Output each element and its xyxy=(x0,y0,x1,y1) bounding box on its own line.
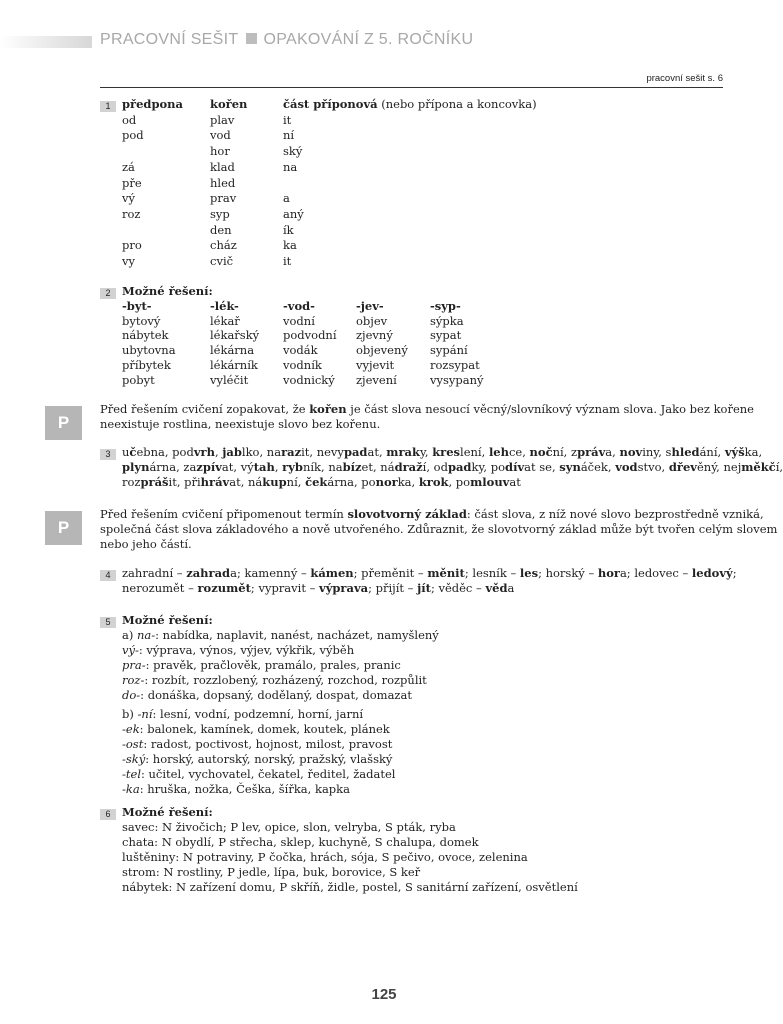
affix-line xyxy=(122,628,727,643)
word-cell: objev xyxy=(356,313,388,328)
highlighted-segment: bíz xyxy=(342,460,362,474)
highlighted-segment: výprava xyxy=(319,581,369,595)
affix: vý- xyxy=(122,643,139,657)
highlighted-segment: pad xyxy=(447,460,472,474)
answer-line xyxy=(122,445,763,460)
affix-examples: : rozbít, rozzlobený, rozházený, rozchod, rozpůlit xyxy=(144,673,427,687)
exercise-2-table xyxy=(122,299,484,387)
text-segment: : část slova, z níž nové slovo bezprostředně vzniká, xyxy=(466,507,764,521)
column-header-root-group xyxy=(430,299,484,314)
highlighted-segment: nor xyxy=(375,475,398,489)
exercise-2-title xyxy=(122,284,213,299)
affix-examples: : pravěk, pračlověk, pramálo, prales, pranic xyxy=(145,658,401,672)
highlighted-segment: vod xyxy=(615,460,638,474)
text-segment: it, při xyxy=(168,475,201,489)
affix-line xyxy=(122,752,727,767)
text-segment: ěný, nej xyxy=(696,460,742,474)
text-segment: lení, xyxy=(460,445,489,459)
highlighted-segment: ček xyxy=(305,475,328,489)
highlighted-segment: práš xyxy=(140,475,169,489)
highlighted-segment: tah xyxy=(253,460,275,474)
note-line xyxy=(100,507,764,522)
text-segment: at se, xyxy=(524,460,560,474)
word-cell: vodák xyxy=(283,343,318,358)
word-cell: lékařský xyxy=(210,328,260,343)
word-cell: sýpka xyxy=(430,313,464,328)
text-segment: ání, xyxy=(699,445,725,459)
cell-suffix: it xyxy=(283,254,292,269)
text-segment: at, vý xyxy=(221,460,254,474)
highlighted-segment: věd xyxy=(485,581,508,595)
affix-examples: : radost, poctivost, hojnost, milost, pravost xyxy=(143,737,393,751)
column-header-root-group xyxy=(356,299,430,314)
affix: -ost xyxy=(122,737,144,751)
cell-prefix: pod xyxy=(122,128,144,143)
affix-line xyxy=(122,707,727,722)
solution-title-text: Možné řešení: xyxy=(122,613,213,627)
column-header-suffix-note: (nebo přípona a koncovka) xyxy=(377,97,537,111)
highlighted-segment: jab xyxy=(222,445,242,459)
exercise-1-table xyxy=(122,97,537,270)
cell-suffix xyxy=(283,176,537,192)
word-cell: lékárna xyxy=(210,343,255,358)
cell-prefix: pro xyxy=(122,238,142,253)
cell-root: hled xyxy=(210,175,236,190)
solution-title-text: Možné řešení: xyxy=(122,805,213,819)
affix: do- xyxy=(122,688,141,702)
word-cell: zjevný xyxy=(356,328,393,343)
text-segment: ; horský – xyxy=(538,566,598,580)
highlighted-segment: slovotvorný základ xyxy=(347,507,467,521)
text-segment: Před řešením cvičení zopakovat, že xyxy=(100,402,310,416)
answer-line xyxy=(122,460,783,475)
cell-prefix: vý xyxy=(122,191,135,206)
affix-examples: : hruška, nožka, Češka, šířka, kapka xyxy=(139,782,350,796)
exercise-4-answers xyxy=(122,566,737,596)
text-segment: stvo, xyxy=(637,460,669,474)
word-cell: sypat xyxy=(430,328,462,343)
exercise-1-row xyxy=(122,254,537,270)
category-line: strom: N rostliny, P jedle, lípa, buk, borovice, S keř xyxy=(122,865,421,879)
highlighted-segment: jít xyxy=(417,581,431,595)
column-header-root-group xyxy=(210,299,283,314)
page-number: 125 xyxy=(371,986,397,1003)
word-cell: objevený xyxy=(356,343,408,358)
exercise-1-row xyxy=(122,223,537,239)
highlighted-segment: výš xyxy=(724,445,745,459)
exercise-5-part-b xyxy=(122,707,727,797)
text-segment: ní, z xyxy=(552,445,578,459)
exercise-2-row xyxy=(122,314,484,329)
exercise-5-part-a xyxy=(122,628,727,703)
exercise-number: 2 xyxy=(100,288,116,299)
affix-line xyxy=(122,688,727,703)
highlighted-segment: dřev xyxy=(668,460,697,474)
text-segment: ní, xyxy=(286,475,306,489)
text-segment: ce, xyxy=(508,445,530,459)
cell-suffix: it xyxy=(283,112,292,127)
highlighted-segment: syn xyxy=(559,460,581,474)
text-segment: at xyxy=(509,475,521,489)
highlighted-segment: hor xyxy=(597,566,620,580)
highlighted-segment: noč xyxy=(529,445,553,459)
text-segment: at, ná xyxy=(229,475,263,489)
text-segment: Před řešením cvičení připomenout termín xyxy=(100,507,348,521)
root-group-label: -byt- xyxy=(122,299,152,313)
text-segment: ka, xyxy=(744,445,763,459)
highlighted-segment: č xyxy=(129,445,137,459)
highlighted-segment: vrh xyxy=(193,445,215,459)
highlighted-segment: kres xyxy=(432,445,461,459)
word-cell: rozsypat xyxy=(430,357,480,372)
affix-line xyxy=(122,722,727,737)
highlighted-segment: kup xyxy=(262,475,287,489)
text-segment: í, xyxy=(775,460,783,474)
exercise-2-row xyxy=(122,343,484,358)
cell-prefix: vy xyxy=(122,254,135,269)
word-cell: příbytek xyxy=(122,357,171,372)
affix-examples: : učitel, vychovatel, čekatel, ředitel, žadatel xyxy=(141,767,396,781)
word-cell: nábytek xyxy=(122,328,169,343)
text-segment: árna, po xyxy=(327,475,376,489)
text-segment: it, nevy xyxy=(301,445,344,459)
exercise-6-lines xyxy=(122,820,727,895)
cell-root: klad xyxy=(210,159,235,174)
text-segment: ; xyxy=(732,566,737,580)
cell-prefix: zá xyxy=(122,159,135,174)
highlighted-segment: zahrad xyxy=(186,566,231,580)
highlighted-segment: rozumět xyxy=(197,581,251,595)
word-cell: vysypaný xyxy=(430,372,484,387)
highlighted-segment: draž xyxy=(394,460,423,474)
cell-root: plav xyxy=(210,112,235,127)
highlighted-segment: hled xyxy=(671,445,700,459)
column-header-suffix: část příponová xyxy=(283,97,378,111)
teacher-note-badge: P xyxy=(45,406,82,440)
category-line: savec: N živočich; P lev, opice, slon, velryba, S pták, ryba xyxy=(122,820,456,834)
affix-line xyxy=(122,673,727,688)
affix: na- xyxy=(137,628,156,642)
text-segment: je část slova nesoucí věcný/slovníkový význam slova. Jako bez kořene xyxy=(346,402,754,416)
text-segment: et, ná xyxy=(361,460,395,474)
solution-title: Možné řešení: xyxy=(122,284,213,298)
text-segment: ník, na xyxy=(302,460,343,474)
exercise-6-answers xyxy=(122,805,727,895)
header-separator-square xyxy=(246,33,257,44)
root-group-label: -jev- xyxy=(356,299,384,313)
text-segment: ; vypravit – xyxy=(250,581,320,595)
category-line: luštěniny: N potraviny, P čočka, hrách, sója, S pečivo, ovoce, zelenina xyxy=(122,850,528,864)
column-header-root-group xyxy=(283,299,356,314)
text-segment: ; lesník – xyxy=(464,566,520,580)
exercise-2-row xyxy=(122,358,484,373)
answer-line xyxy=(122,566,737,581)
column-header-root: kořen xyxy=(210,97,248,111)
highlighted-segment: měkč xyxy=(741,460,776,474)
running-header xyxy=(100,31,473,49)
affix: -ský xyxy=(122,752,146,766)
exercise-1-row xyxy=(122,238,537,254)
cell-prefix: roz xyxy=(122,206,141,221)
cell-root: vod xyxy=(210,128,231,143)
highlighted-segment: nov xyxy=(619,445,643,459)
cell-suffix: ík xyxy=(283,222,294,237)
exercise-number: 6 xyxy=(100,809,116,820)
header-section-label: OPAKOVÁNÍ Z 5. ROČNÍKU xyxy=(263,31,474,48)
text-segment: a; kamenný – xyxy=(230,566,311,580)
text-segment: u xyxy=(122,445,130,459)
exercise-3-answers xyxy=(122,445,783,490)
exercise-number: 4 xyxy=(100,570,116,581)
header-workbook-label: PRACOVNÍ SEŠIT xyxy=(100,31,239,48)
cell-prefix: od xyxy=(122,112,137,127)
teacher-note-badge: P xyxy=(45,511,82,545)
highlighted-segment: pad xyxy=(343,445,368,459)
word-cell: vyléčit xyxy=(210,372,249,387)
teacher-note-1 xyxy=(100,402,754,432)
highlighted-segment: ledový xyxy=(691,566,733,580)
highlighted-segment: plyn xyxy=(122,460,150,474)
cell-root: prav xyxy=(210,191,237,206)
exercise-1-row xyxy=(122,128,537,144)
cell-root: cvič xyxy=(210,254,234,269)
word-cell: vodník xyxy=(283,357,322,372)
text-segment: roz xyxy=(122,475,141,489)
highlighted-segment: mlouv xyxy=(470,475,510,489)
exercise-1-row xyxy=(122,160,537,176)
text-segment: ky, po xyxy=(471,460,506,474)
exercise-1-row xyxy=(122,176,537,192)
affix-line xyxy=(122,767,727,782)
root-group-label: -vod- xyxy=(283,299,315,313)
affix-examples: : lesní, vodní, podzemní, horní, jarní xyxy=(152,707,364,721)
note-line xyxy=(100,402,754,417)
text-segment: ka, xyxy=(397,475,419,489)
word-cell: vyjevit xyxy=(356,357,395,372)
affix-line xyxy=(122,737,727,752)
cell-root: syp xyxy=(210,206,230,221)
cell-prefix xyxy=(122,223,210,239)
text-segment: y, xyxy=(419,445,433,459)
word-cell: vodní xyxy=(283,313,315,328)
word-cell: vodnický xyxy=(283,372,335,387)
text-segment: árna, za xyxy=(149,460,197,474)
part-label: b) xyxy=(122,707,138,721)
solution-title xyxy=(122,805,727,820)
highlighted-segment: les xyxy=(519,566,539,580)
text-segment: í, od xyxy=(422,460,448,474)
word-cell: bytový xyxy=(122,313,161,328)
word-cell: sypání xyxy=(430,343,468,358)
affix-line xyxy=(122,643,727,658)
highlighted-segment: práv xyxy=(577,445,606,459)
exercise-1-row xyxy=(122,144,537,160)
answer-line xyxy=(122,581,727,596)
cell-root: hor xyxy=(210,144,230,159)
exercise-2-header-row xyxy=(122,299,484,314)
cell-suffix: na xyxy=(283,159,298,174)
affix-line xyxy=(122,782,727,797)
text-segment: áček, xyxy=(580,460,616,474)
affix: -tel xyxy=(122,767,141,781)
answer-line xyxy=(122,475,727,490)
text-segment: zahradní – xyxy=(122,566,187,580)
highlighted-segment: dív xyxy=(505,460,525,474)
text-segment: nerozumět – xyxy=(122,581,198,595)
text-segment: at, xyxy=(367,445,387,459)
text-segment: , po xyxy=(448,475,471,489)
note-line xyxy=(100,417,728,432)
exercise-1-row xyxy=(122,207,537,223)
root-group-label: -syp- xyxy=(430,299,461,313)
workbook-page-reference: pracovní sešit s. 6 xyxy=(646,73,723,84)
highlighted-segment: leh xyxy=(488,445,509,459)
text-segment: a, xyxy=(605,445,620,459)
cell-suffix: ský xyxy=(283,144,303,159)
text-segment: , xyxy=(214,445,223,459)
highlighted-segment: hráv xyxy=(200,475,230,489)
cell-suffix: a xyxy=(283,191,290,206)
text-segment: ; přeměnit – xyxy=(353,566,428,580)
affix-examples: : výprava, výnos, výjev, výkřik, výběh xyxy=(138,643,355,657)
root-group-label: -lék- xyxy=(210,299,239,313)
word-cell: lékárník xyxy=(210,357,258,372)
exercise-number: 3 xyxy=(100,449,116,460)
affix-examples: : nabídka, naplavit, nanést, nacházet, namyšlený xyxy=(155,628,439,642)
text-segment: lko, na xyxy=(241,445,282,459)
solution-title xyxy=(122,613,727,628)
word-cell: ubytovna xyxy=(122,343,176,358)
header-decor-bar xyxy=(0,36,92,48)
affix: -ka xyxy=(122,782,140,796)
cell-prefix xyxy=(122,144,210,160)
cell-root: den xyxy=(210,222,232,237)
highlighted-segment: mrak xyxy=(386,445,420,459)
exercise-5-answers xyxy=(122,613,727,797)
word-cell: podvodní xyxy=(283,328,337,343)
word-cell: zjevení xyxy=(356,372,397,387)
exercise-1-header-row xyxy=(122,97,537,113)
highlighted-segment: ryb xyxy=(282,460,303,474)
exercise-number: 5 xyxy=(100,617,116,628)
text-segment: ; přijít – xyxy=(368,581,418,595)
affix: -ek xyxy=(122,722,140,736)
cell-root: cház xyxy=(210,238,237,253)
highlighted-segment: zpív xyxy=(196,460,222,474)
word-cell: lékař xyxy=(210,313,240,328)
affix-line xyxy=(122,658,727,673)
text-segment: a xyxy=(507,581,515,595)
column-header-prefix: předpona xyxy=(122,97,183,111)
affix-examples: : horský, autorský, norský, pražský, vlašský xyxy=(145,752,393,766)
text-segment: ebna, pod xyxy=(136,445,194,459)
affix-examples: : balonek, kamínek, domek, koutek, plánek xyxy=(139,722,390,736)
header-rule xyxy=(100,87,723,88)
word-cell: pobyt xyxy=(122,372,155,387)
cell-suffix: ka xyxy=(283,238,297,253)
text-segment: nebo jeho částí. xyxy=(100,537,192,551)
highlighted-segment: kořen xyxy=(309,402,347,416)
exercise-number: 1 xyxy=(100,101,116,112)
text-segment: ; věděc – xyxy=(430,581,486,595)
category-line: nábytek: N zařízení domu, P skříň, židle, postel, S sanitární zařízení, osvětlení xyxy=(122,880,578,894)
affix-examples: : donáška, dopsaný, dodělaný, dospat, domazat xyxy=(140,688,412,702)
cell-suffix: ní xyxy=(283,128,295,143)
category-line: chata: N obydlí, P střecha, sklep, kuchyně, S chalupa, domek xyxy=(122,835,479,849)
text-segment: neexistuje rostlina, neexistuje slovo bez kořenu. xyxy=(100,417,381,431)
highlighted-segment: raz xyxy=(281,445,302,459)
text-segment: , xyxy=(274,460,283,474)
affix: pra- xyxy=(122,658,146,672)
column-header-root-group xyxy=(122,299,210,314)
text-segment: iny, s xyxy=(642,445,672,459)
part-label: a) xyxy=(122,628,137,642)
cell-prefix: pře xyxy=(122,175,142,190)
exercise-1-row xyxy=(122,113,537,129)
note-line xyxy=(100,522,778,537)
affix: roz- xyxy=(122,673,145,687)
text-segment: společná část slova základového a nově utvořeného. Zdůraznit, že slovotvorný základ může být tvořen celým slovem xyxy=(100,522,778,536)
text-segment: a; ledovec – xyxy=(619,566,692,580)
note-line xyxy=(100,537,728,552)
exercise-2-row xyxy=(122,328,484,343)
exercise-1-row xyxy=(122,191,537,207)
highlighted-segment: krok xyxy=(418,475,449,489)
cell-suffix: aný xyxy=(283,206,304,221)
highlighted-segment: kámen xyxy=(310,566,354,580)
affix: -ní xyxy=(137,707,153,721)
teacher-note-2 xyxy=(100,507,778,552)
highlighted-segment: měnit xyxy=(427,566,465,580)
exercise-2-row xyxy=(122,373,484,388)
